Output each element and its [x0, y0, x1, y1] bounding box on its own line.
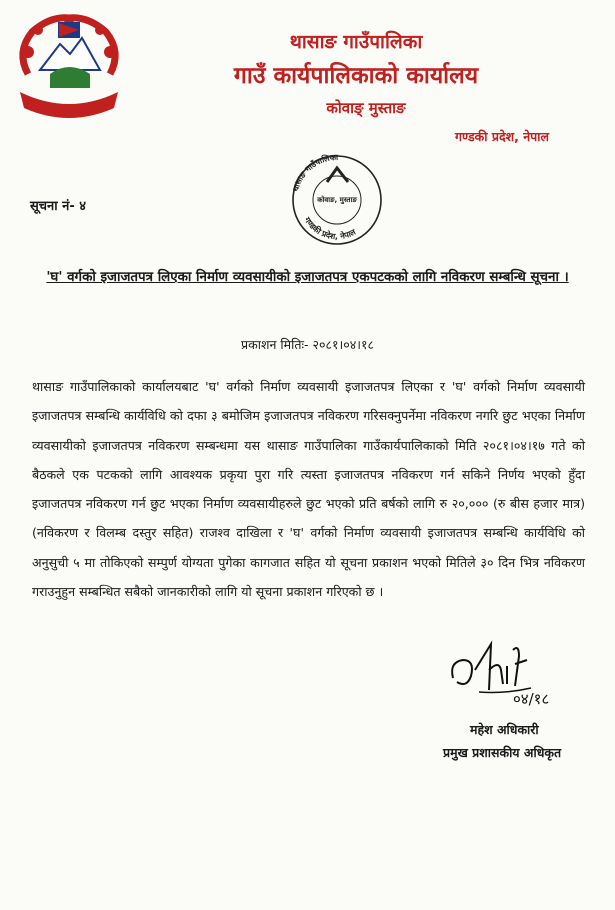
office-title: गाउँ कार्यपालिकाको कार्यालय [233, 63, 479, 89]
handwritten-signature [445, 640, 565, 710]
signatory-name: महेश अधिकारी [470, 722, 539, 737]
publication-date: प्रकाशन मितिः- २०८१।०४।१८ [241, 337, 374, 352]
office-location: कोवाङ् मुस्ताङ [326, 99, 406, 117]
notice-body: थासाङ गाउँपालिकाको कार्यालयबाट 'घ' वर्गको निर्माण व्यवसायी इजाजतपत्र लिएका र 'घ' वर्गको निर्माण व्यवसायी इजाजतपत्र सम्बन्धि कार्यविधि को दफा ३ बमोजिम इजाजतपत्र नविकरण गरिसक्नुपर्नेमा नविकरण नगरि छुट भएका निर्माण व्यवसायीको इजाजतपत्र नविकरण सम्बन्धमा यस थासाङ गाउँपालिका गाउँकार्यपालिकाको मिति २०८१।०४।१७ गते को बैठकले एक पटकको लागि आवश्यक प्रकृया पुरा गरि त्यस्ता इजाजतपत्र नविकरण गर्न सकिने निर्णय भएको हुँदा इजाजतपत्र नविकरण गर्न छुट भएका निर्माण व्यवसायीहरुले छुट भएको प्रति बर्षको लागि रु २०,००० (रु बीस हजार मात्र) (नविकरण र विलम्ब दस्तुर सहित) राजश्व दाखिला र 'घ' वर्गको निर्माण व्यवसायी इजाजतपत्र सम्बन्धि कार्यविधि को अनुसुची ५ मा तोकिएको सम्पुर्ण योग्यता पुगेका कागजात सहित यो सूचना प्रकाशन भएको मितिले ३० दिन भित्र नविकरण गराउनुहुन सम्बन्धित सबैको जानकारीको लागि यो सूचना प्रकाशन गरिएको छ । [32, 379, 585, 600]
office-name: थासाङ गाउँपालिका [289, 31, 423, 53]
stamp-text-middle: कोवाङ, मुस्ताङ [317, 196, 357, 204]
signatory-designation: प्रमुख प्रशासकीय अधिकृत [443, 745, 562, 760]
notice-subject-text: 'घ' वर्गको इजाजतपत्र लिएका निर्माण व्यवसायीको इजाजतपत्र एकपटकको लागि नविकरण सम्बन्धि सूचना । [46, 270, 569, 285]
nepal-coat-of-arms-icon [10, 12, 128, 124]
office-round-stamp-icon [282, 140, 392, 250]
signature-date: ०४/१८ [513, 690, 550, 708]
svg-text:गण्डकी प्रदेश, नेपाल [302, 215, 358, 241]
stamp-text-bottom: गण्डकी प्रदेश, नेपाल [302, 215, 358, 242]
notice-subject [30, 262, 585, 294]
notice-number: सूचना नं- ४ [30, 199, 87, 214]
stamp-text-top: थासाङ गाउँपालिका [290, 152, 339, 193]
province: गण्डकी प्रदेश, नेपाल [455, 129, 549, 144]
